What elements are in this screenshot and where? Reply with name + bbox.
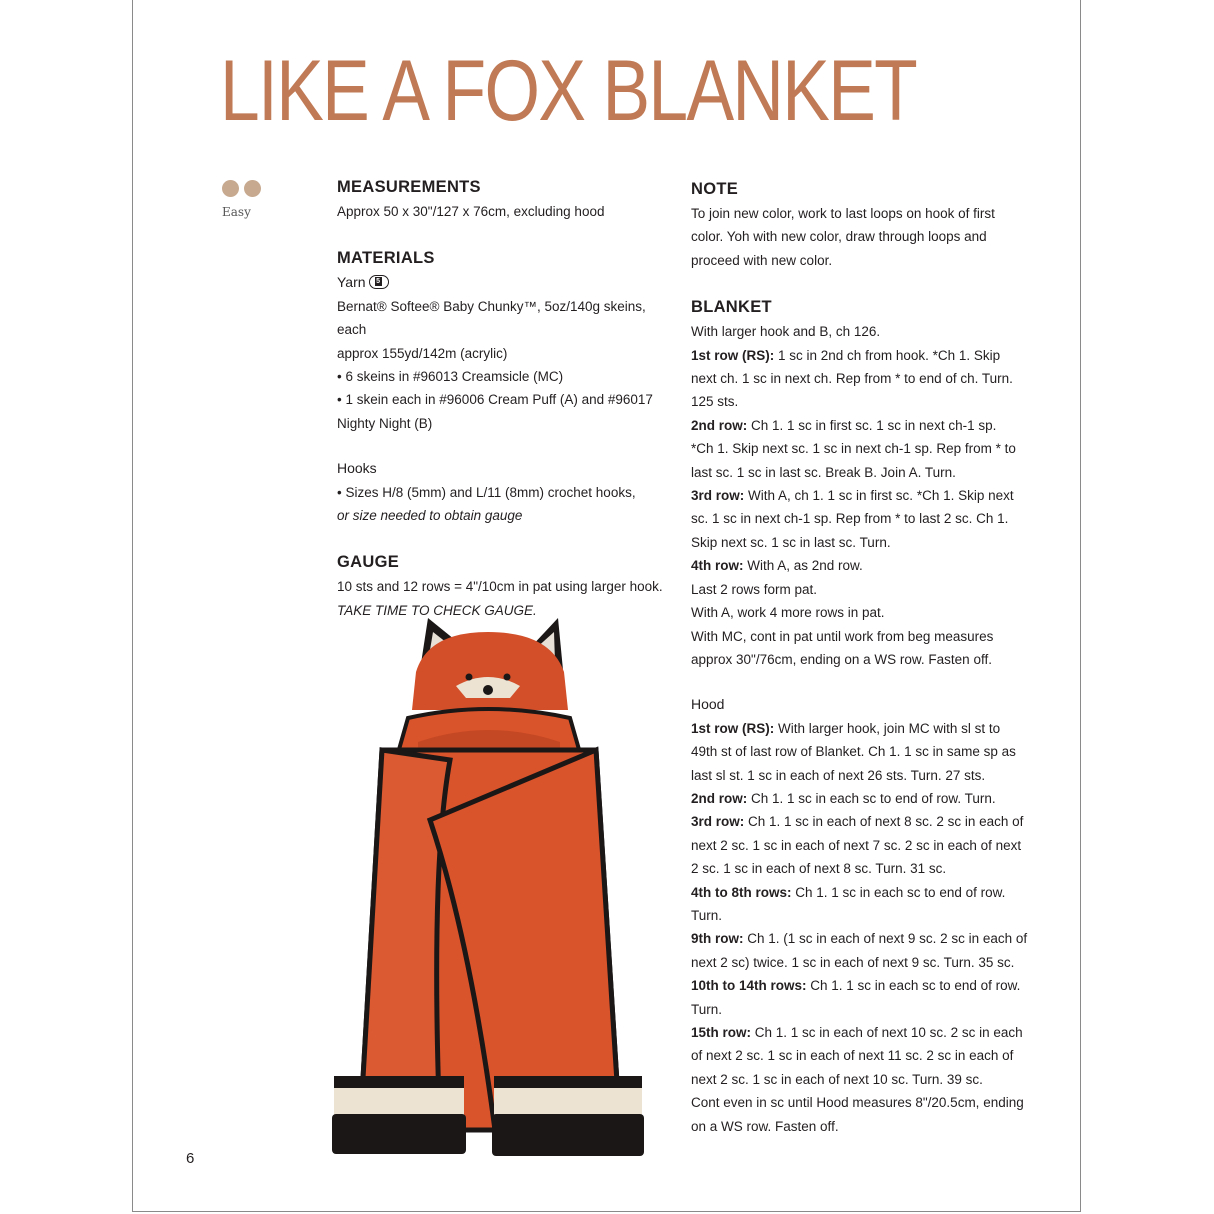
yarn-line: • 6 skeins in #96013 Creamsicle (MC) bbox=[337, 369, 564, 385]
pattern-row-cont: next 2 sc) twice. 1 sc in each of next 9 sc. Turn. 35 sc. bbox=[691, 954, 1015, 970]
hooks-line: • Sizes H/8 (5mm) and L/11 (8mm) crochet hooks, bbox=[337, 484, 636, 500]
blanket-outro: With A, work 4 more rows in pat. bbox=[691, 605, 885, 621]
right-column bbox=[691, 176, 1036, 1138]
page-title: LIKE A FOX BLANKET bbox=[220, 43, 917, 139]
pattern-row: 10th to 14th rows: Ch 1. 1 sc in each sc to end of row. bbox=[691, 978, 1021, 994]
note-line: To join new color, work to last loops on hook of first bbox=[691, 206, 995, 221]
pattern-row: 1st row (RS): 1 sc in 2nd ch from hook. *Ch 1. Skip bbox=[691, 347, 1001, 363]
pattern-row: 4th to 8th rows: Ch 1. 1 sc in each sc to end of row. bbox=[691, 884, 1006, 900]
left-column bbox=[337, 174, 677, 622]
hood-heading: Hood bbox=[691, 696, 725, 713]
black-trim-right bbox=[492, 1114, 644, 1156]
pattern-row-cont: 2 sc. 1 sc in each of next 8 sc. Turn. 31 sc. bbox=[691, 861, 947, 877]
pattern-row-cont: Turn. bbox=[691, 1001, 723, 1017]
pattern-row-cont: sc. 1 sc in next ch-1 sp. Rep from * to last 2 sc. Ch 1. bbox=[691, 511, 1009, 527]
pattern-row-cont: Turn. bbox=[691, 907, 723, 923]
nose bbox=[483, 685, 493, 695]
skill-dot-icon bbox=[244, 180, 261, 197]
skill-dot-icon bbox=[222, 180, 239, 197]
skill-level-label: Easy bbox=[222, 205, 251, 219]
cream-trim-left bbox=[334, 1086, 464, 1116]
pattern-row-cont: next 2 sc. 1 sc in each of next 7 sc. 2 sc in each of next bbox=[691, 837, 1022, 853]
materials-heading: MATERIALS bbox=[337, 249, 435, 268]
hood-outro: Cont even in sc until Hood measures 8"/20.5cm, ending bbox=[691, 1095, 1024, 1111]
note-heading: NOTE bbox=[691, 180, 739, 198]
pattern-row-cont: of next 2 sc. 1 sc in each of next 11 sc. 2 sc in each of bbox=[691, 1048, 1014, 1064]
pattern-row: 1st row (RS): With larger hook, join MC with sl st to bbox=[691, 720, 1001, 736]
note-line: color. Yoh with new color, draw through loops and bbox=[691, 229, 987, 245]
yarn-line: Bernat® Softee® Baby Chunky™, 5oz/140g skeins, each bbox=[337, 298, 646, 338]
skill-level bbox=[222, 180, 262, 219]
pattern-row: 2nd row: Ch 1. 1 sc in first sc. 1 sc in next ch-1 sp. bbox=[691, 417, 997, 433]
yarn-line: Nighty Night (B) bbox=[337, 415, 433, 431]
blanket-heading: BLANKET bbox=[691, 298, 772, 317]
pattern-row: 9th row: Ch 1. (1 sc in each of next 9 sc. 2 sc in each of bbox=[691, 931, 1028, 947]
pattern-row-cont: 125 sts. bbox=[691, 394, 739, 410]
pattern-row-cont: next 2 sc. 1 sc in each of next 10 sc. Turn. 39 sc. bbox=[691, 1071, 983, 1087]
hooks-label: Hooks bbox=[337, 460, 377, 477]
pattern-row: 2nd row: Ch 1. 1 sc in each sc to end of row. Turn. bbox=[691, 790, 996, 806]
measurements-text: Approx 50 x 30"/127 x 76cm, excluding hood bbox=[337, 204, 605, 219]
gauge-text: 10 sts and 12 rows = 4"/10cm in pat using larger hook. bbox=[337, 579, 663, 595]
yarn-line: approx 155yd/142m (acrylic) bbox=[337, 345, 508, 361]
pattern-row-cont: last sl st. 1 sc in each of next 26 sts. Turn. 27 sts. bbox=[691, 767, 986, 783]
note-line: proceed with new color. bbox=[691, 252, 833, 268]
cream-trim-right bbox=[494, 1086, 642, 1116]
hood-outro: on a WS row. Fasten off. bbox=[691, 1118, 839, 1134]
pattern-row: 15th row: Ch 1. 1 sc in each of next 10 sc. 2 sc in each bbox=[691, 1025, 1023, 1040]
yarn-label-row bbox=[337, 271, 677, 294]
yarn-label: Yarn bbox=[337, 274, 366, 291]
page-number: 6 bbox=[186, 1150, 195, 1167]
pattern-row-cont: 49th st of last row of Blanket. Ch 1. 1 sc in same sp as bbox=[691, 744, 1016, 760]
blanket-outro: With MC, cont in pat until work from beg measures bbox=[691, 628, 994, 644]
pattern-row: 4th row: With A, as 2nd row. bbox=[691, 558, 863, 574]
measurements-heading: MEASUREMENTS bbox=[337, 178, 481, 196]
blanket-intro: With larger hook and B, ch 126. bbox=[691, 324, 881, 340]
yarn-line: • 1 skein each in #96006 Cream Puff (A) and #96017 bbox=[337, 392, 653, 408]
blanket-outro: Last 2 rows form pat. bbox=[691, 581, 818, 597]
fox-blanket-photo bbox=[320, 610, 655, 1170]
black-trim-left bbox=[332, 1114, 466, 1154]
hooks-note: or size needed to obtain gauge bbox=[337, 508, 523, 524]
yarn-weight-icon: 5 bbox=[369, 275, 389, 289]
pattern-row-cont: *Ch 1. Skip next sc. 1 sc in next ch-1 sp. Rep from * to bbox=[691, 441, 1016, 457]
pattern-row: 3rd row: Ch 1. 1 sc in each of next 8 sc. 2 sc in each of bbox=[691, 814, 1024, 830]
gauge-note: TAKE TIME TO CHECK GAUGE. bbox=[337, 602, 537, 618]
pattern-row: 3rd row: With A, ch 1. 1 sc in first sc. *Ch 1. Skip next bbox=[691, 488, 1014, 504]
pattern-row-cont: last sc. 1 sc in last sc. Break B. Join A. Turn. bbox=[691, 464, 956, 480]
pattern-row-cont: Skip next sc. 1 sc in last sc. Turn. bbox=[691, 534, 891, 550]
gauge-heading: GAUGE bbox=[337, 553, 400, 572]
blanket-outro: approx 30"/76cm, ending on a WS row. Fasten off. bbox=[691, 651, 992, 667]
pattern-row-cont: next ch. 1 sc in next ch. Rep from * to end of ch. Turn. bbox=[691, 371, 1013, 387]
